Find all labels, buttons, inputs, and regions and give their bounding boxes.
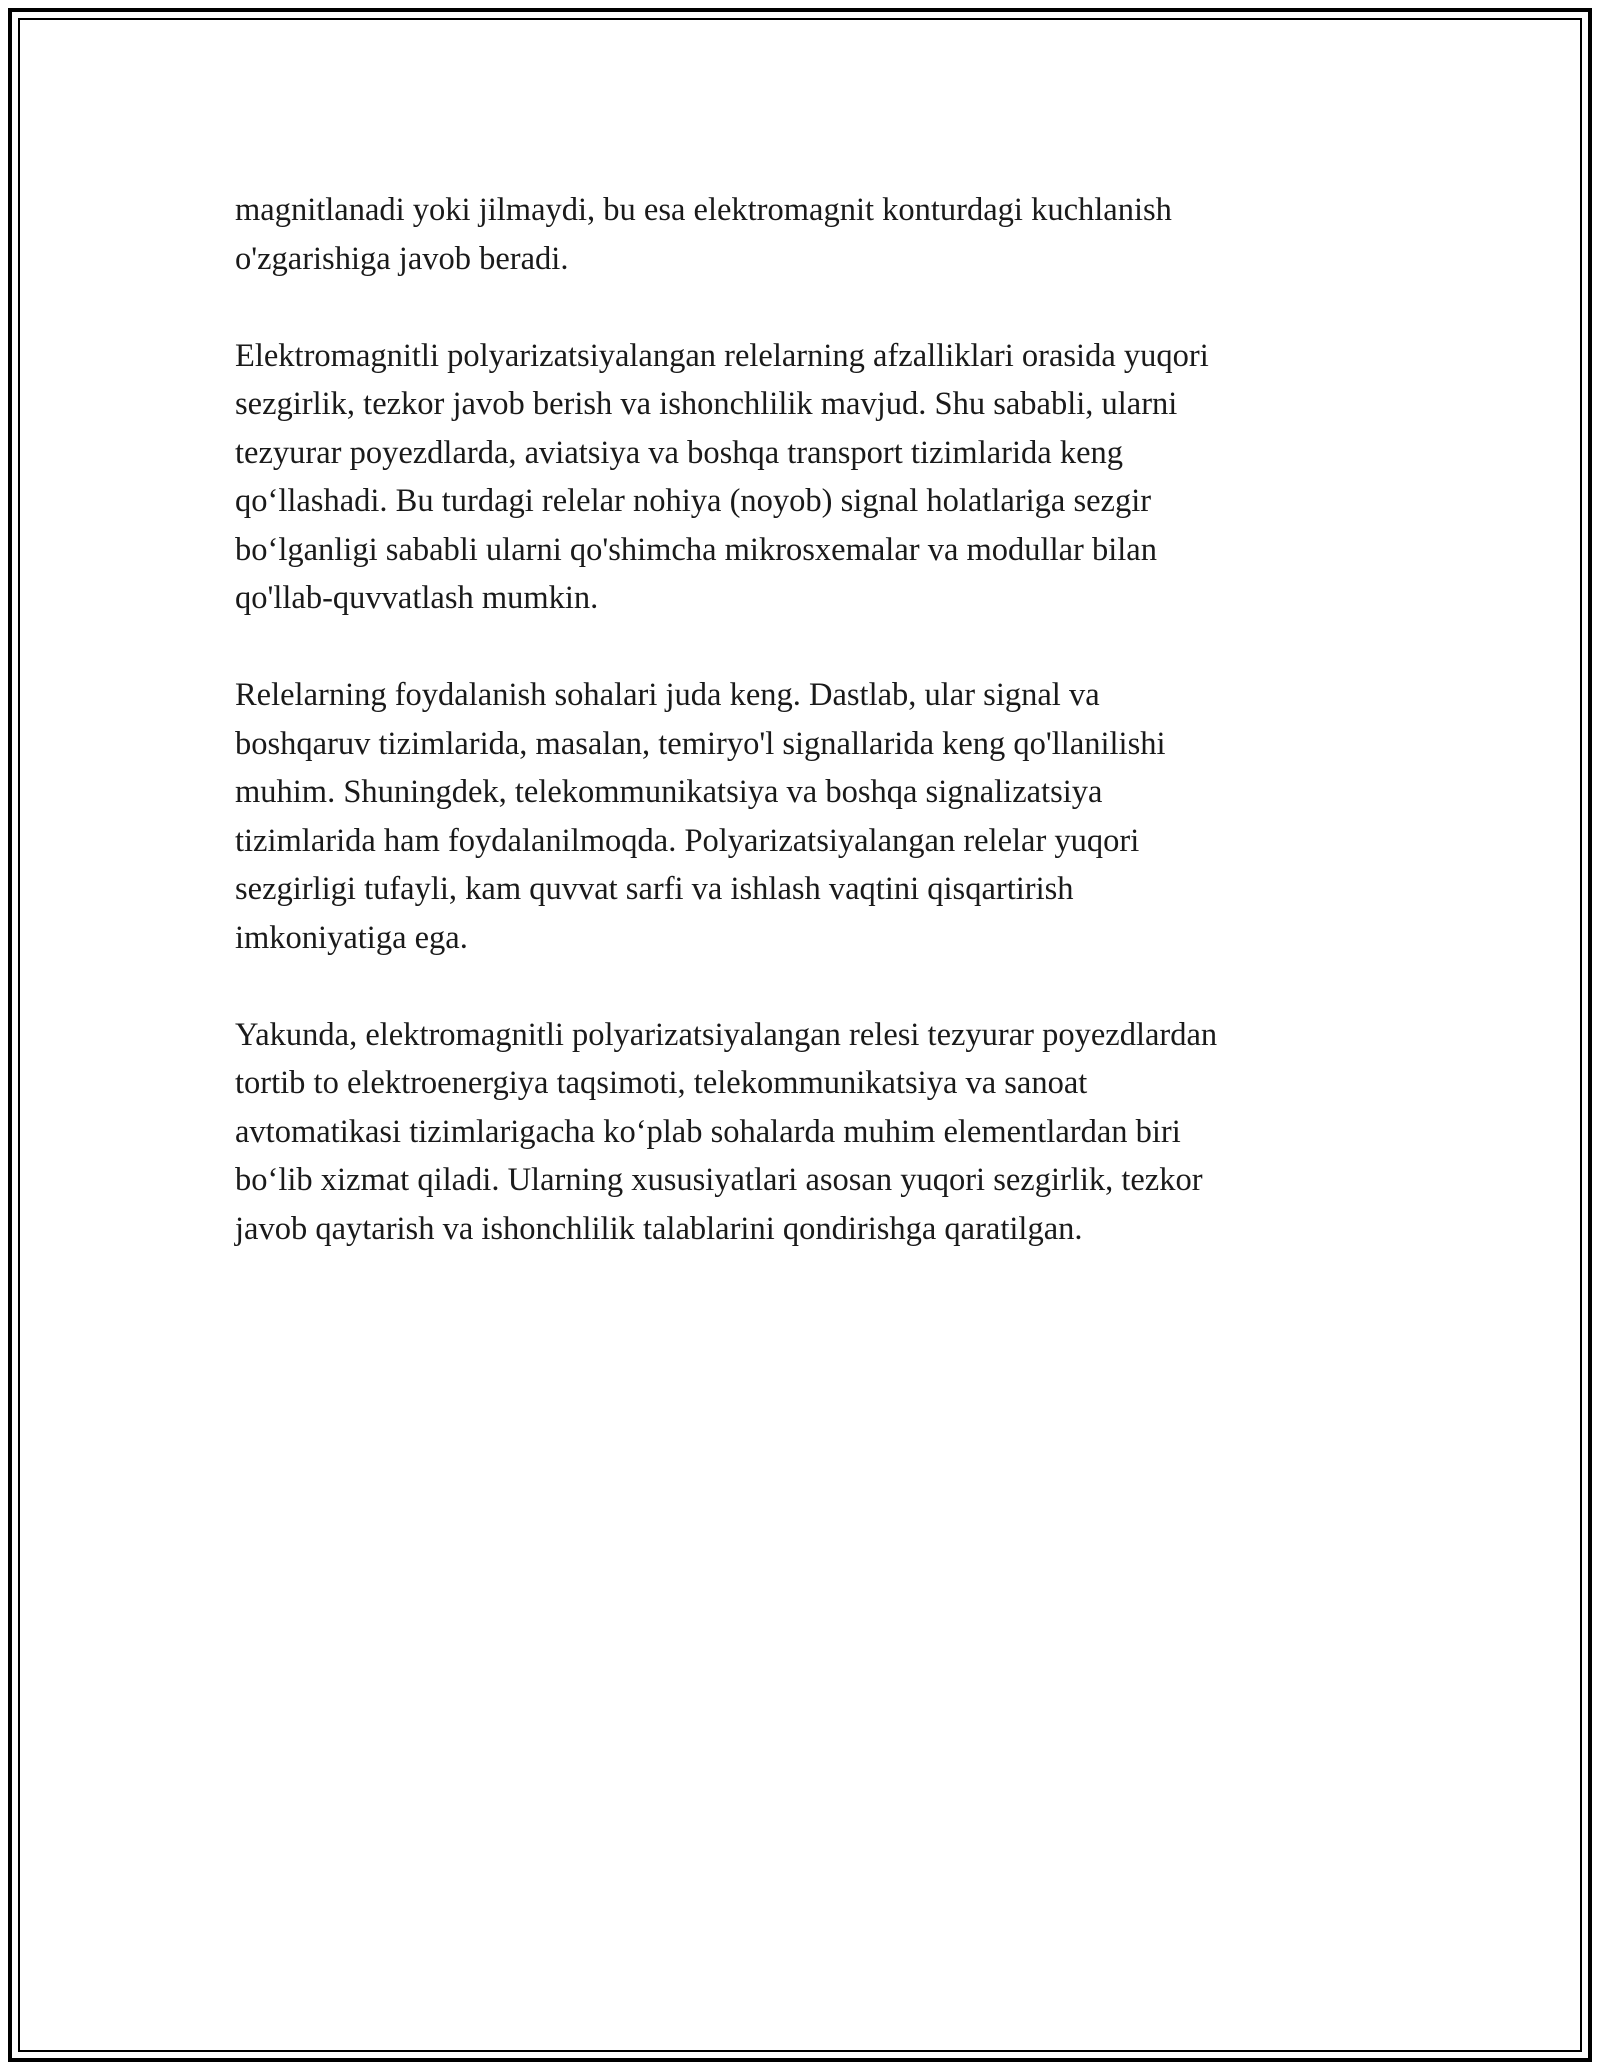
text-line: muhim. Shuningdek, telekommunikatsiya va boshqa signalizatsiya (235, 774, 1103, 810)
text-line: Relelarning foydalanish sohalari juda keng. Dastlab, ular signal va (235, 677, 1100, 713)
text-line: bo‘lganligi sababli ularni qo'shimcha mikrosxemalar va modullar bilan (235, 531, 1157, 568)
text-line: tezyurar poyezdlarda, aviatsiya va boshqa transport tizimlarida keng (235, 434, 1123, 471)
text-line: Yakunda, elektromagnitli polyarizatsiyalangan relesi tezyurar poyezdlardan (235, 1016, 1218, 1053)
text-line: boshqaruv tizimlarida, masalan, temiryo'l signallarida keng qo'llanilishi (235, 725, 1166, 762)
paragraph-3 (235, 671, 1365, 962)
text-line: bo‘lib xizmat qiladi. Ularning xususiyatlari asosan yuqori sezgirlik, tezkor (235, 1162, 1203, 1198)
text-line: qo‘llashadi. Bu turdagi relelar nohiya (noyob) signal holatlariga sezgir (235, 483, 1152, 519)
text-line: tortib to elektroenergiya taqsimoti, telekommunikatsiya va sanoat (235, 1065, 1088, 1101)
text-line: sezgirlik, tezkor javob berish va ishonchlilik mavjud. Shu sababli, ularni (235, 386, 1178, 422)
text-line: javob qaytarish va ishonchlilik talablarini qondirishga qaratilgan. (235, 1210, 1083, 1247)
paragraph-4 (235, 1011, 1365, 1254)
paragraph-1 (235, 186, 1365, 283)
text-line: magnitlanadi yoki jilmaydi, bu esa elektromagnit konturdagi kuchlanish (235, 192, 1172, 228)
text-line: tizimlarida ham foydalanilmoqda. Polyarizatsiyalangan relelar yuqori (235, 822, 1140, 859)
text-line: imkoniyatiga ega. (235, 919, 468, 956)
document-body (235, 186, 1365, 1302)
text-line: avtomatikasi tizimlarigacha ko‘plab sohalarda muhim elementlardan biri (235, 1113, 1181, 1150)
paragraph-2 (235, 332, 1365, 623)
text-line: sezgirligi tufayli, kam quvvat sarfi va ishlash vaqtini qisqartirish (235, 871, 1074, 907)
text-line: Elektromagnitli polyarizatsiyalangan relelarning afzalliklari orasida yuqori (235, 337, 1209, 374)
text-line: o'zgarishiga javob beradi. (235, 240, 569, 277)
text-line: qo'llab-quvvatlash mumkin. (235, 580, 599, 616)
